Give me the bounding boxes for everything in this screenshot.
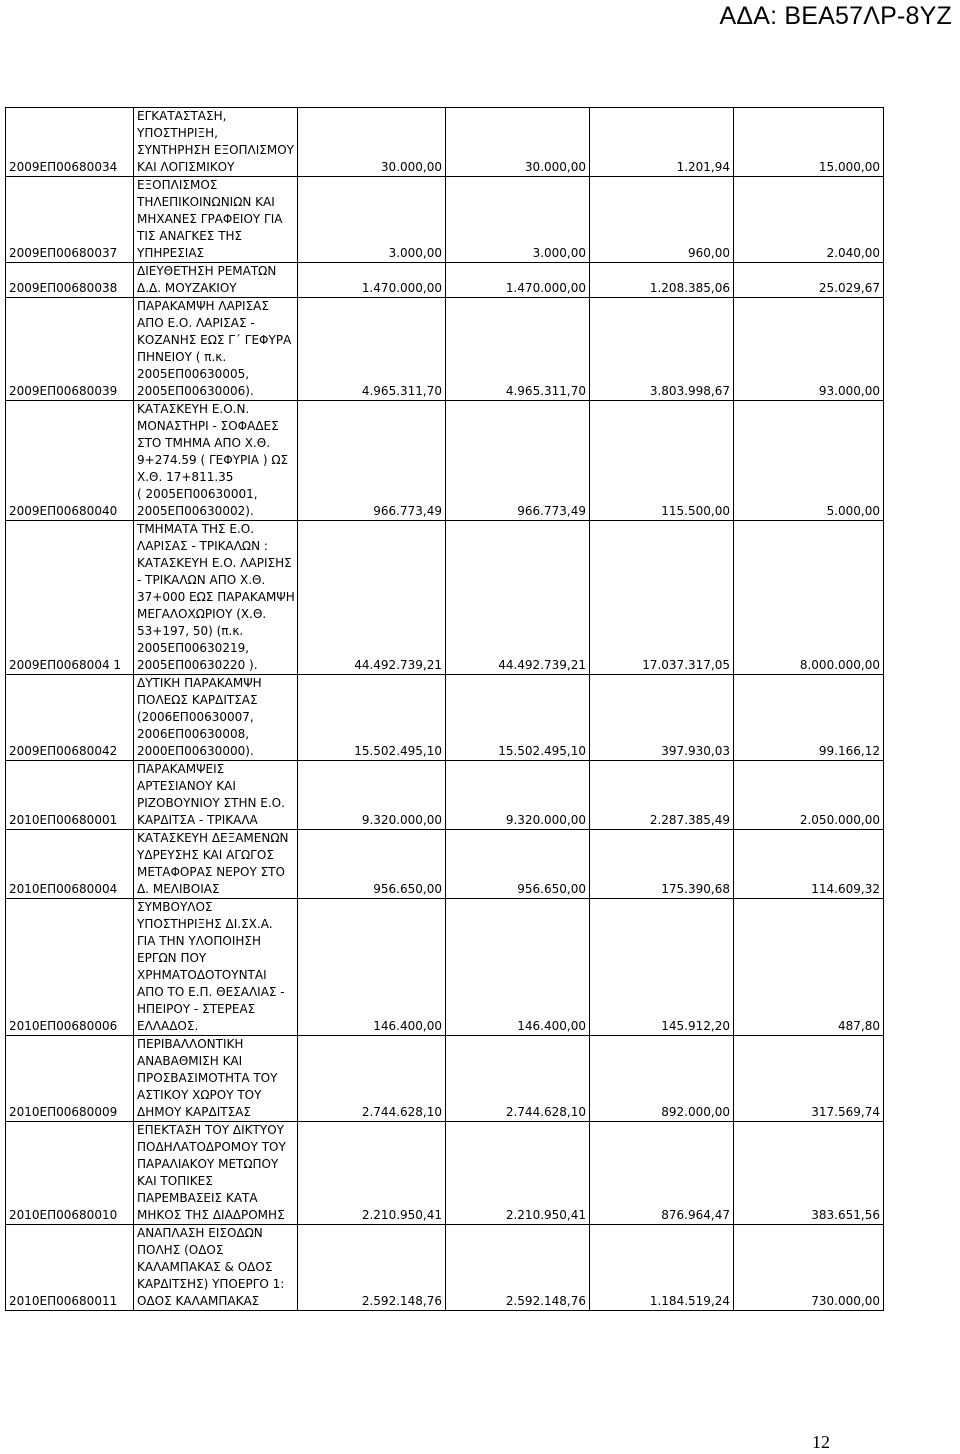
project-description-cell <box>134 1225 298 1311</box>
description-line: ΤΜΗΜΑΤΑ ΤΗΣ Ε.Ο. <box>137 522 255 536</box>
project-code-cell: 2010ΕΠ00680011 <box>6 1225 134 1311</box>
table-body <box>6 108 884 1311</box>
description-line: ΜΕΓΑΛΟΧΩΡΙΟΥ (Χ.Θ. <box>137 607 267 621</box>
project-description-cell <box>134 263 298 298</box>
amount-cell-2: 30.000,00 <box>446 108 590 177</box>
document-code: ΑΔΑ: ΒΕΑ57ΛΡ-8ΥΖ <box>719 2 952 30</box>
table-row <box>6 1122 884 1225</box>
description-line: ΥΔΡΕΥΣΗΣ ΚΑΙ ΑΓΩΓΟΣ <box>137 848 274 862</box>
amount-cell-1: 9.320.000,00 <box>298 761 446 830</box>
description-line: 37+000 ΕΩΣ ΠΑΡΑΚΑΜΨΗ <box>137 590 295 604</box>
amount-cell-3: 3.803.998,67 <box>590 298 734 401</box>
amount-cell-4: 15.000,00 <box>734 108 884 177</box>
description-line: ΠΑΡΑΚΑΜΨΗ ΛΑΡΙΣΑΣ <box>137 299 269 313</box>
amount-cell-4: 8.000.000,00 <box>734 521 884 675</box>
amount-cell-3: 115.500,00 <box>590 401 734 521</box>
page-number: 12 <box>812 1432 830 1452</box>
project-description-cell <box>134 675 298 761</box>
amount-cell-2: 3.000,00 <box>446 177 590 263</box>
table-row <box>6 830 884 899</box>
amount-cell-1: 2.592.148,76 <box>298 1225 446 1311</box>
description-line: ΤΗΛΕΠΙΚΟΙΝΩΝΙΩΝ ΚΑΙ <box>137 195 275 209</box>
description-line: 2005ΕΠ00630005, <box>137 367 250 381</box>
description-line: ΠΡΟΣΒΑΣΙΜΟΤΗΤΑ ΤΟΥ <box>137 1071 278 1085</box>
amount-cell-1: 956.650,00 <box>298 830 446 899</box>
amount-cell-1: 3.000,00 <box>298 177 446 263</box>
amount-cell-1: 146.400,00 <box>298 899 446 1036</box>
description-line: ΠΑΡΕΜΒΑΣΕΙΣ ΚΑΤΑ <box>137 1191 258 1205</box>
amount-cell-2: 4.965.311,70 <box>446 298 590 401</box>
description-line: ΠΕΡΙΒΑΛΛΟΝΤΙΚΗ <box>137 1037 244 1051</box>
description-line: ΧΡΗΜΑΤΟΔΟΤΟΥΝΤΑΙ <box>137 968 267 982</box>
amount-cell-4: 2.050.000,00 <box>734 761 884 830</box>
description-line: ΚΑΡΔΙΤΣΗΣ) ΥΠΟΕΡΓΟ 1: <box>137 1277 285 1291</box>
table-row <box>6 1036 884 1122</box>
amount-cell-1: 1.470.000,00 <box>298 263 446 298</box>
amount-cell-3: 892.000,00 <box>590 1036 734 1122</box>
amount-cell-3: 397.930,03 <box>590 675 734 761</box>
description-line: ΠΟΔΗΛΑΤΟΔΡΟΜΟΥ ΤΟΥ <box>137 1140 286 1154</box>
amount-cell-2: 956.650,00 <box>446 830 590 899</box>
amount-cell-2: 1.470.000,00 <box>446 263 590 298</box>
description-line: ΕΞΟΠΛΙΣΜΟΣ <box>137 178 218 192</box>
description-line: ΑΣΤΙΚΟΥ ΧΩΡΟΥ ΤΟΥ <box>137 1088 262 1102</box>
description-line: ΕΓΚΑΤΑΣΤΑΣΗ, <box>137 109 227 123</box>
description-line: ΑΝΑΒΑΘΜΙΣΗ ΚΑΙ <box>137 1054 243 1068</box>
description-line: ΚΑΛΑΜΠΑΚΑΣ & ΟΔΟΣ <box>137 1260 273 1274</box>
amount-cell-3: 2.287.385,49 <box>590 761 734 830</box>
project-description-cell <box>134 177 298 263</box>
amount-cell-1: 4.965.311,70 <box>298 298 446 401</box>
project-code-cell: 2009ΕΠ00680040 <box>6 401 134 521</box>
project-code-cell: 2010ΕΠ00680010 <box>6 1122 134 1225</box>
project-description-cell <box>134 761 298 830</box>
project-description-cell <box>134 1036 298 1122</box>
description-line: 2000ΕΠ00630000). <box>137 744 254 758</box>
project-description-cell <box>134 298 298 401</box>
project-code-cell: 2009ΕΠ0068004 1 <box>6 521 134 675</box>
description-line: ΕΠΕΚΤΑΣΗ ΤΟΥ ΔΙΚΤΥΟΥ <box>137 1123 284 1137</box>
description-line: 2005ΕΠ00630219, <box>137 641 250 655</box>
project-description-cell <box>134 108 298 177</box>
amount-cell-1: 15.502.495,10 <box>298 675 446 761</box>
description-line: ΛΑΡΙΣΑΣ - ΤΡΙΚΑΛΩΝ : <box>137 539 268 553</box>
description-line: ΣΤΟ ΤΜΗΜΑ ΑΠΟ Χ.Θ. <box>137 436 271 450</box>
project-description-cell <box>134 899 298 1036</box>
project-description-cell <box>134 401 298 521</box>
amount-cell-4: 99.166,12 <box>734 675 884 761</box>
amount-cell-4: 25.029,67 <box>734 263 884 298</box>
amount-cell-3: 175.390,68 <box>590 830 734 899</box>
amount-cell-3: 1.208.385,06 <box>590 263 734 298</box>
description-line: ΚΑΤΑΣΚΕΥΗ Ε.Ο. ΛΑΡΙΣΗΣ <box>137 556 292 570</box>
description-line: ΠΟΛΕΩΣ ΚΑΡΔΙΤΣΑΣ <box>137 693 258 707</box>
amount-cell-3: 145.912,20 <box>590 899 734 1036</box>
amount-cell-4: 487,80 <box>734 899 884 1036</box>
description-line: 2006ΕΠ00630008, <box>137 727 250 741</box>
amount-cell-1: 2.210.950,41 <box>298 1122 446 1225</box>
project-description-cell <box>134 830 298 899</box>
amount-cell-4: 730.000,00 <box>734 1225 884 1311</box>
description-line: ΚΑΤΑΣΚΕΥΗ ΔΕΞΑΜΕΝΩΝ <box>137 831 289 845</box>
amount-cell-4: 114.609,32 <box>734 830 884 899</box>
project-code-cell: 2009ΕΠ00680042 <box>6 675 134 761</box>
amount-cell-2: 44.492.739,21 <box>446 521 590 675</box>
project-code-cell: 2010ΕΠ00680004 <box>6 830 134 899</box>
budget-table <box>5 107 884 1311</box>
description-line: ΥΠΗΡΕΣΙΑΣ <box>137 246 205 260</box>
project-code-cell: 2010ΕΠ00680001 <box>6 761 134 830</box>
description-line: ΥΠΟΣΤΗΡΙΞΗ, <box>137 126 218 140</box>
project-code-cell: 2010ΕΠ00680006 <box>6 899 134 1036</box>
amount-cell-2: 966.773,49 <box>446 401 590 521</box>
description-line: 2005ΕΠ00630220 ). <box>137 658 258 672</box>
amount-cell-2: 15.502.495,10 <box>446 675 590 761</box>
amount-cell-2: 2.592.148,76 <box>446 1225 590 1311</box>
description-line: ΔΥΤΙΚΗ ΠΑΡΑΚΑΜΨΗ <box>137 676 262 690</box>
description-line: ΜΕΤΑΦΟΡΑΣ ΝΕΡΟΥ ΣΤΟ <box>137 865 285 879</box>
project-code-cell: 2009ΕΠ00680034 <box>6 108 134 177</box>
table-row <box>6 177 884 263</box>
description-line: ΕΡΓΩΝ ΠΟΥ <box>137 951 207 965</box>
project-code-cell: 2009ΕΠ00680037 <box>6 177 134 263</box>
description-line: ΑΡΤΕΣΙΑΝΟΥ ΚΑΙ <box>137 779 236 793</box>
description-line: (2006ΕΠ00630007, <box>137 710 254 724</box>
table-row <box>6 521 884 675</box>
amount-cell-3: 1.201,94 <box>590 108 734 177</box>
amount-cell-2: 9.320.000,00 <box>446 761 590 830</box>
description-line: 9+274.59 ( ΓΕΦΥΡΙΑ ) ΩΣ <box>137 453 289 467</box>
description-line: Δ.Δ. ΜΟΥΖΑΚΙΟΥ <box>137 281 237 295</box>
project-description-cell <box>134 521 298 675</box>
description-line: - ΤΡΙΚΑΛΩΝ ΑΠΟ Χ.Θ. <box>137 573 266 587</box>
amount-cell-3: 876.964,47 <box>590 1122 734 1225</box>
description-line: ΔΗΜΟΥ ΚΑΡΔΙΤΣΑΣ <box>137 1105 251 1119</box>
description-line: Δ. ΜΕΛΙΒΟΙΑΣ <box>137 882 220 896</box>
description-line: ΟΔΟΣ ΚΑΛΑΜΠΑΚΑΣ <box>137 1294 260 1308</box>
description-line: ΤΙΣ ΑΝΑΓΚΕΣ ΤΗΣ <box>137 229 243 243</box>
description-line: ΣΥΜΒΟΥΛΟΣ <box>137 900 213 914</box>
description-line: ΣΥΝΤΗΡΗΣΗ ΕΞΟΠΛΙΣΜΟΥ <box>137 143 295 157</box>
project-description-cell <box>134 1122 298 1225</box>
table-row <box>6 401 884 521</box>
description-line: ΜΗΧΑΝΕΣ ΓΡΑΦΕΙΟΥ ΓΙΑ <box>137 212 283 226</box>
description-line: ΗΠΕΙΡΟΥ - ΣΤΕΡΕΑΣ <box>137 1002 256 1016</box>
description-line: ΠΟΛΗΣ (ΟΔΟΣ <box>137 1243 224 1257</box>
table-row <box>6 761 884 830</box>
description-line: ΑΠΟ Ε.Ο. ΛΑΡΙΣΑΣ - <box>137 316 255 330</box>
amount-cell-1: 30.000,00 <box>298 108 446 177</box>
description-line: ΚΟΖΑΝΗΣ ΕΩΣ Γ΄ ΓΕΦΥΡΑ <box>137 333 292 347</box>
amount-cell-4: 5.000,00 <box>734 401 884 521</box>
amount-cell-2: 2.210.950,41 <box>446 1122 590 1225</box>
table-row <box>6 108 884 177</box>
description-line: ΠΑΡΑΚΑΜΨΕΙΣ <box>137 762 225 776</box>
amount-cell-3: 17.037.317,05 <box>590 521 734 675</box>
description-line: ΚΑΤΑΣΚΕΥΗ Ε.Ο.Ν. <box>137 402 250 416</box>
table-row <box>6 263 884 298</box>
amount-cell-1: 44.492.739,21 <box>298 521 446 675</box>
description-line: ΠΗΝΕΙΟΥ ( π.κ. <box>137 350 227 364</box>
description-line: ΑΝΑΠΛΑΣΗ ΕΙΣΟΔΩΝ <box>137 1226 263 1240</box>
project-code-cell: 2009ΕΠ00680039 <box>6 298 134 401</box>
amount-cell-3: 960,00 <box>590 177 734 263</box>
description-line: ΑΠΟ ΤΟ Ε.Π. ΘΕΣΑΛΙΑΣ - <box>137 985 285 999</box>
description-line: ΜΟΝΑΣΤΗΡΙ - ΣΟΦΑΔΕΣ <box>137 419 279 433</box>
project-code-cell: 2010ΕΠ00680009 <box>6 1036 134 1122</box>
description-line: ΓΙΑ ΤΗΝ ΥΛΟΠΟΙΗΣΗ <box>137 934 262 948</box>
description-line: 53+197, 50) (π.κ. <box>137 624 244 638</box>
amount-cell-2: 146.400,00 <box>446 899 590 1036</box>
description-line: ΚΑΡΔΙΤΣΑ - ΤΡΙΚΑΛΑ <box>137 813 258 827</box>
table-row <box>6 899 884 1036</box>
amount-cell-4: 2.040,00 <box>734 177 884 263</box>
description-line: ΠΑΡΑΛΙΑΚΟΥ ΜΕΤΩΠΟΥ <box>137 1157 279 1171</box>
amount-cell-3: 1.184.519,24 <box>590 1225 734 1311</box>
table-row <box>6 675 884 761</box>
description-line: ΥΠΟΣΤΗΡΙΞΗΣ ΔΙ.ΣΧ.Α. <box>137 917 273 931</box>
description-line: ΜΗΚΟΣ ΤΗΣ ΔΙΑΔΡΟΜΗΣ <box>137 1208 285 1222</box>
amount-cell-1: 966.773,49 <box>298 401 446 521</box>
description-line: 2005ΕΠ00630002). <box>137 504 254 518</box>
description-line: ( 2005ΕΠ00630001, <box>137 487 258 501</box>
amount-cell-2: 2.744.628,10 <box>446 1036 590 1122</box>
amount-cell-1: 2.744.628,10 <box>298 1036 446 1122</box>
description-line: Χ.Θ. 17+811.35 <box>137 470 234 484</box>
amount-cell-4: 317.569,74 <box>734 1036 884 1122</box>
amount-cell-4: 93.000,00 <box>734 298 884 401</box>
description-line: ΚΑΙ ΤΟΠΙΚΕΣ <box>137 1174 213 1188</box>
description-line: ΚΑΙ ΛΟΓΙΣΜΙΚΟΥ <box>137 160 235 174</box>
description-line: ΕΛΛΑΔΟΣ. <box>137 1019 199 1033</box>
table-row <box>6 298 884 401</box>
description-line: ΔΙΕΥΘΕΤΗΣΗ ΡΕΜΑΤΩΝ <box>137 264 277 278</box>
table-row <box>6 1225 884 1311</box>
project-code-cell: 2009ΕΠ00680038 <box>6 263 134 298</box>
description-line: 2005ΕΠ00630006). <box>137 384 254 398</box>
amount-cell-4: 383.651,56 <box>734 1122 884 1225</box>
description-line: ΡΙΖΟΒΟΥΝΙΟΥ ΣΤΗΝ Ε.Ο. <box>137 796 285 810</box>
